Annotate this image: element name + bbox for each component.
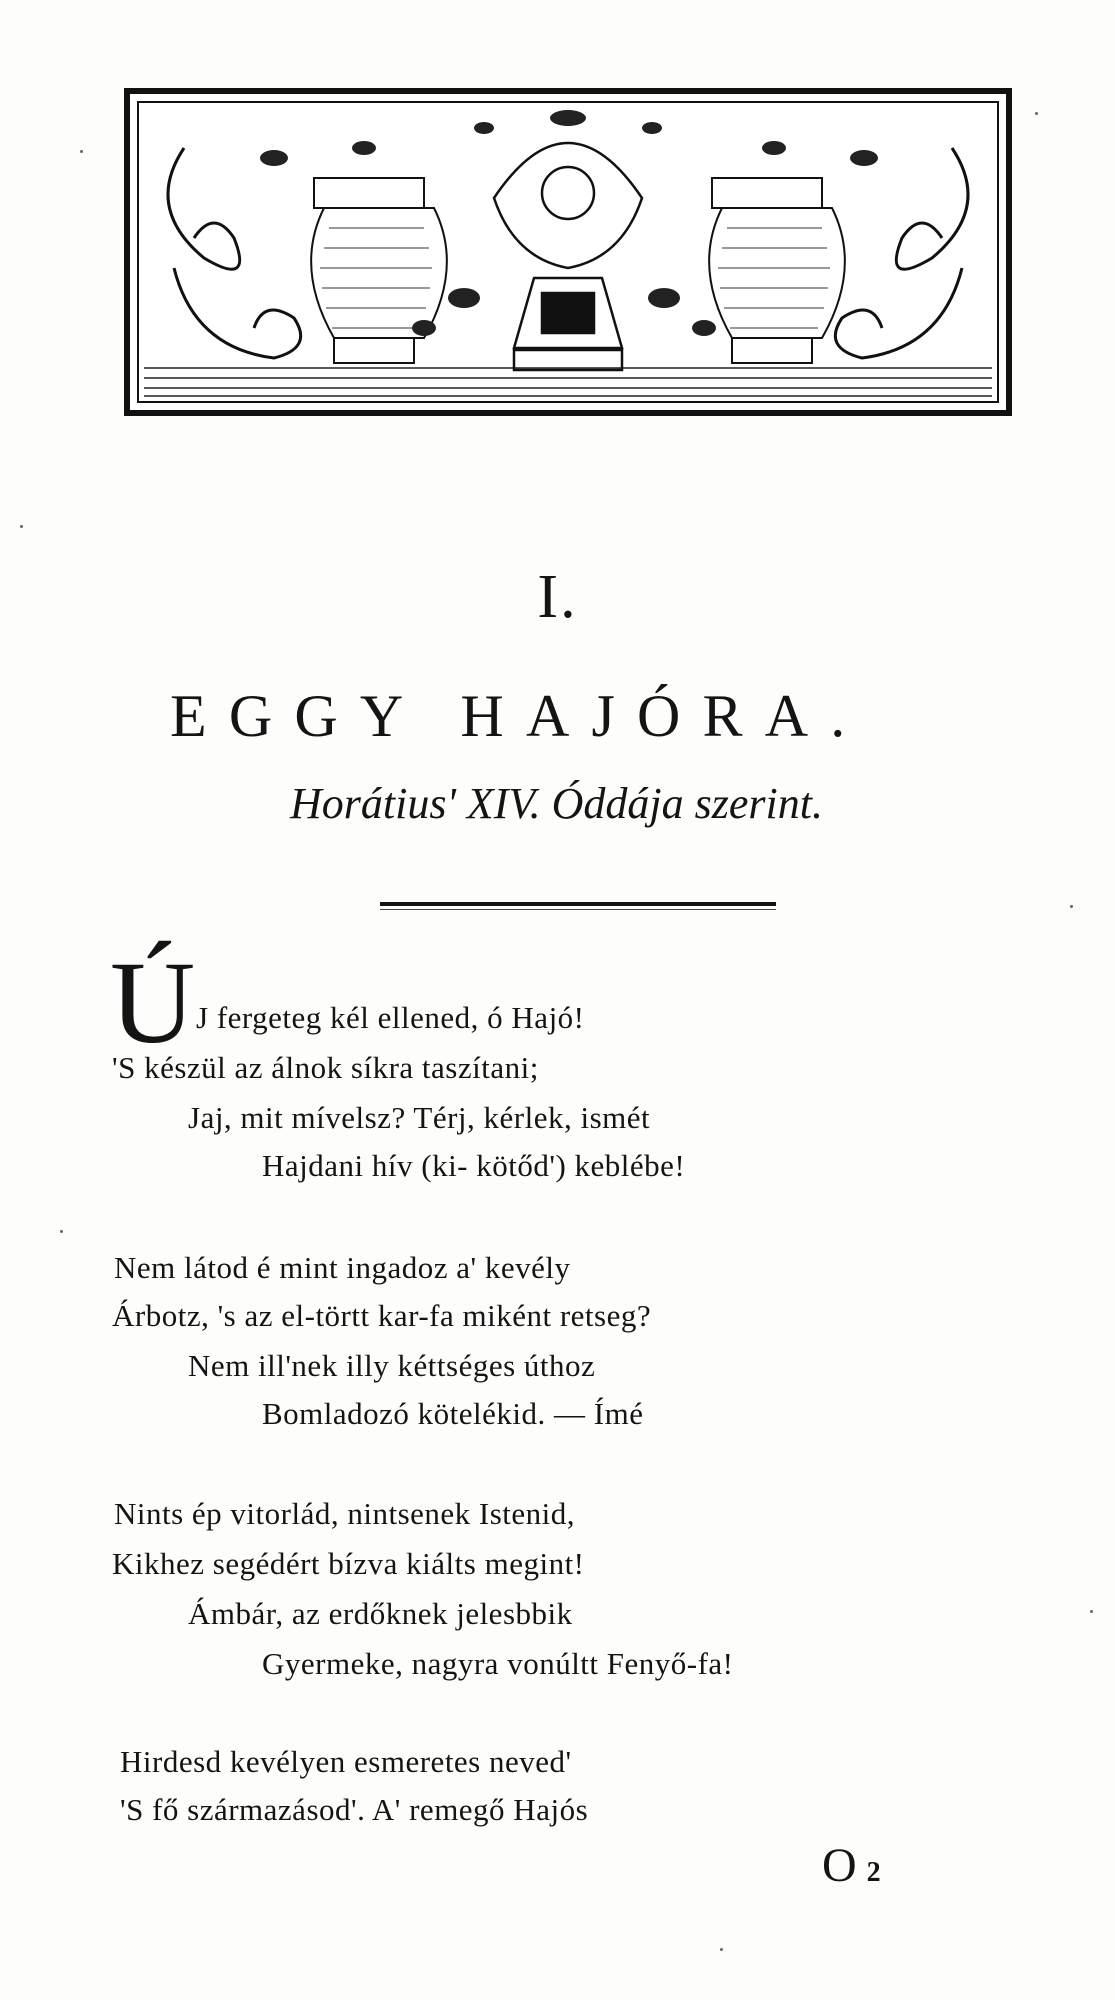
signature-mark xyxy=(822,1838,881,1893)
ornamental-headpiece xyxy=(124,88,1012,416)
paper-speck xyxy=(1090,1610,1093,1613)
drop-capital: Ú xyxy=(110,937,196,1068)
verse-line: Hirdesd kevélyen esmeretes neved' xyxy=(120,1744,572,1779)
verse-line: Nints ép vitorlád, nintsenek Istenid, xyxy=(114,1496,576,1531)
verse-line: Nem ill'nek illy kéttséges úthoz xyxy=(188,1348,596,1383)
verse-line: Bomladozó kötelékid. — Ímé xyxy=(262,1396,644,1431)
verse-line: Gyermeke, nagyra vonúltt Fenyő-fa! xyxy=(262,1646,734,1681)
verse-line: Ámbár, az erdőknek jelesbbik xyxy=(188,1596,573,1631)
title-rule-thin xyxy=(380,909,776,910)
poem-title: EGGY HAJÓRA. xyxy=(170,683,868,749)
signature-number: 2 xyxy=(866,1857,881,1888)
verse-line: 'S fő származásod'. A' remegő Hajós xyxy=(120,1792,589,1827)
paper-speck xyxy=(720,1948,723,1951)
paper-speck xyxy=(20,525,23,528)
signature-letter: O xyxy=(822,1839,857,1892)
verse-line: Nem látod é mint ingadoz a' kevély xyxy=(114,1250,571,1285)
paper-speck xyxy=(60,1230,63,1233)
paper-speck xyxy=(1070,905,1073,908)
verse-line: Hajdani hív (ki- kötőd') keblébe! xyxy=(262,1148,686,1183)
paper-speck xyxy=(80,150,83,153)
title-rule xyxy=(380,902,776,906)
paper-speck xyxy=(1035,112,1038,115)
verse-line: Kikhez segédért bízva kiálts megint! xyxy=(112,1546,585,1581)
chapter-number: I. xyxy=(537,563,578,631)
verse-line: Jaj, mit mívelsz? Térj, kérlek, ismét xyxy=(188,1100,651,1135)
verse-line: J fergeteg kél ellened, ó Hajó! xyxy=(196,1000,585,1035)
verse-line: 'S készül az álnok síkra taszítani; xyxy=(112,1050,539,1085)
poem-subtitle: Horátius' XIV. Óddája szerint. xyxy=(290,779,823,828)
verse-line: Árbotz, 's az el-törtt kar-fa miként retseg? xyxy=(112,1298,652,1333)
